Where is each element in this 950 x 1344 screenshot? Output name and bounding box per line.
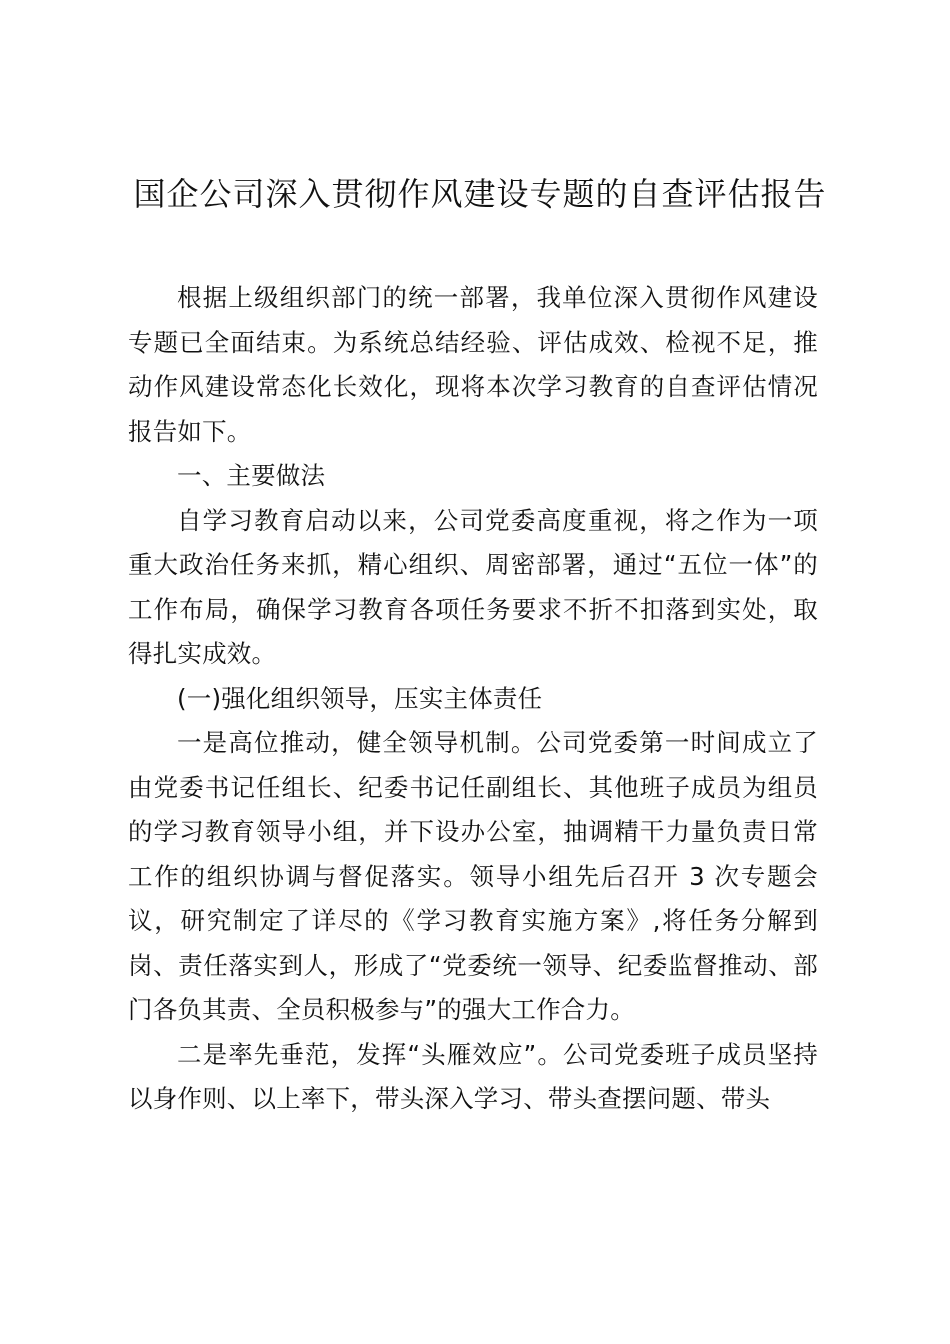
document-title: 国企公司深入贯彻作风建设专题的自查评估报告 [133,175,827,213]
document-body [128,276,818,1122]
paragraph-intro: 根据上级组织部门的统一部署，我单位深入贯彻作风建设专题已全面结束。为系统总结经验、评估成效、检视不足，推动作风建设常态化长效化，现将本次学习教育的自查评估情况报告如下。 [128,283,818,446]
paragraph-lead-by-example: 二是率先垂范，发挥“头雁效应”。公司党委班子成员坚持以身作则、以上率下，带头深入学习、带头查摆问题、带头 [128,1039,818,1113]
paragraph-overview: 自学习教育启动以来，公司党委高度重视，将之作为一项重大政治任务来抓，精心组织、周密部署，通过“五位一体”的工作布局，确保学习教育各项任务要求不折不扣落到实处，取得扎实成效。 [128,505,818,668]
subsection-heading-leadership: (一)强化组织领导，压实主体责任 [177,683,543,713]
section-heading-main-practices: 一、主要做法 [177,461,326,490]
paragraph-leadership-mechanism: 一是高位推动，健全领导机制。公司党委第一时间成立了由党委书记任组长、纪委书记任副组长、其他班子成员为组员的学习教育领导小组，并下设办公室，抽调精干力量负责日常工作的组织协调与督促落实。领导小组先后召开 3 次专题会议，研究制定了详尽的《学习教育实施方案》,将任务分解到岗、责任落实到人，形成了“党委统一领导、纪委监督推动、部门各负其责、全员积极参与”的强大工作合力。 [128,728,818,1024]
